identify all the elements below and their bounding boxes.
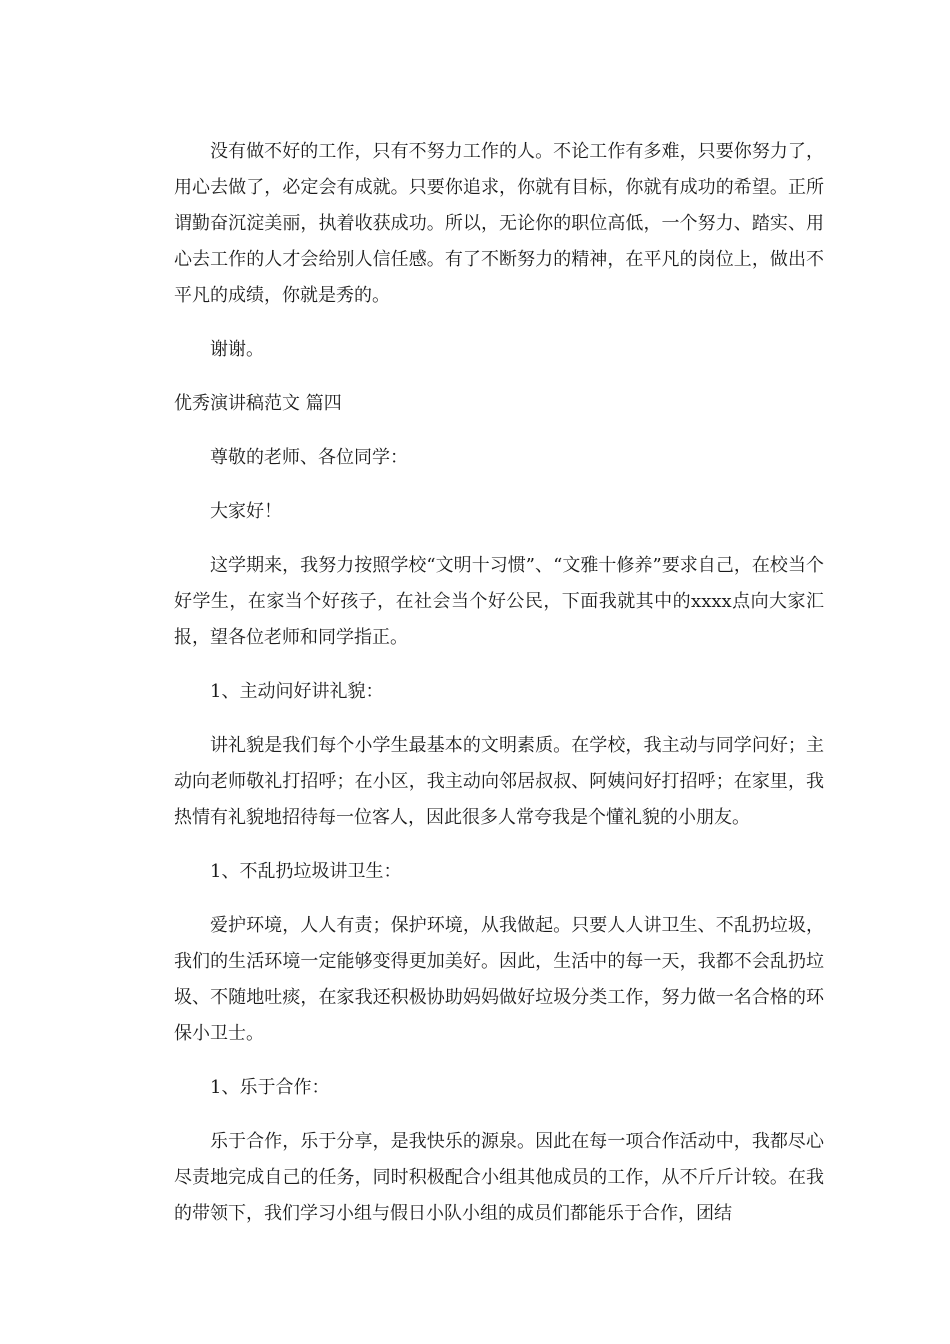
paragraph-thanks: 谢谢。 <box>210 339 264 360</box>
paragraph-politeness-body: 讲礼貌是我们每个小学生最基本的文明素质。在学校，我主动与同学问好；主动向老师敬礼打招呼；在小区，我主动向邻居叔叔、阿姨问好打招呼；在家里，我热情有礼貌地招待每一位客人，因此很多人常夸我是个懂礼貌的小朋友。 <box>174 735 824 828</box>
paragraph-point-hygiene: 1、不乱扔垃圾讲卫生： <box>210 861 402 882</box>
section-heading: 优秀演讲稿范文 篇四 <box>174 393 342 414</box>
paragraph-hygiene-body: 爱护环境，人人有责；保护环境，从我做起。只要人人讲卫生、不乱扔垃圾，我们的生活环境一定能够变得更加美好。因此，生活中的每一天，我都不会乱扔垃圾、不随地吐痰，在家我还积极协助妈妈做好垃圾分类工作，努力做一名合格的环保小卫士。 <box>174 915 824 1044</box>
paragraph-salutation: 尊敬的老师、各位同学： <box>210 447 408 468</box>
paragraph-point-cooperation: 1、乐于合作： <box>210 1077 330 1098</box>
paragraph-greeting: 大家好！ <box>210 501 282 522</box>
paragraph-point-politeness: 1、主动问好讲礼貌： <box>210 681 384 702</box>
paragraph-cooperation-body: 乐于合作，乐于分享，是我快乐的源泉。因此在每一项合作活动中，我都尽心尽责地完成自己的任务，同时积极配合小组其他成员的工作，从不斤斤计较。在我的带领下，我们学习小组与假日小队小组的成员们都能乐于合作，团结 <box>174 1131 824 1224</box>
document-body <box>174 134 824 1250</box>
paragraph-intro: 这学期来，我努力按照学校“文明十习惯”、“文雅十修养”要求自己，在校当个好学生，在家当个好孩子，在社会当个好公民，下面我就其中的xxxx点向大家汇报，望各位老师和同学指正。 <box>174 555 824 648</box>
paragraph-work-attitude: 没有做不好的工作，只有不努力工作的人。不论工作有多难，只要你努力了，用心去做了，必定会有成就。只要你追求，你就有目标，你就有成功的希望。正所谓勤奋沉淀美丽，执着收获成功。所以，无论你的职位高低，一个努力、踏实、用心去工作的人才会给别人信任感。有了不断努力的精神，在平凡的岗位上，做出不平凡的成绩，你就是秀的。 <box>174 141 824 306</box>
